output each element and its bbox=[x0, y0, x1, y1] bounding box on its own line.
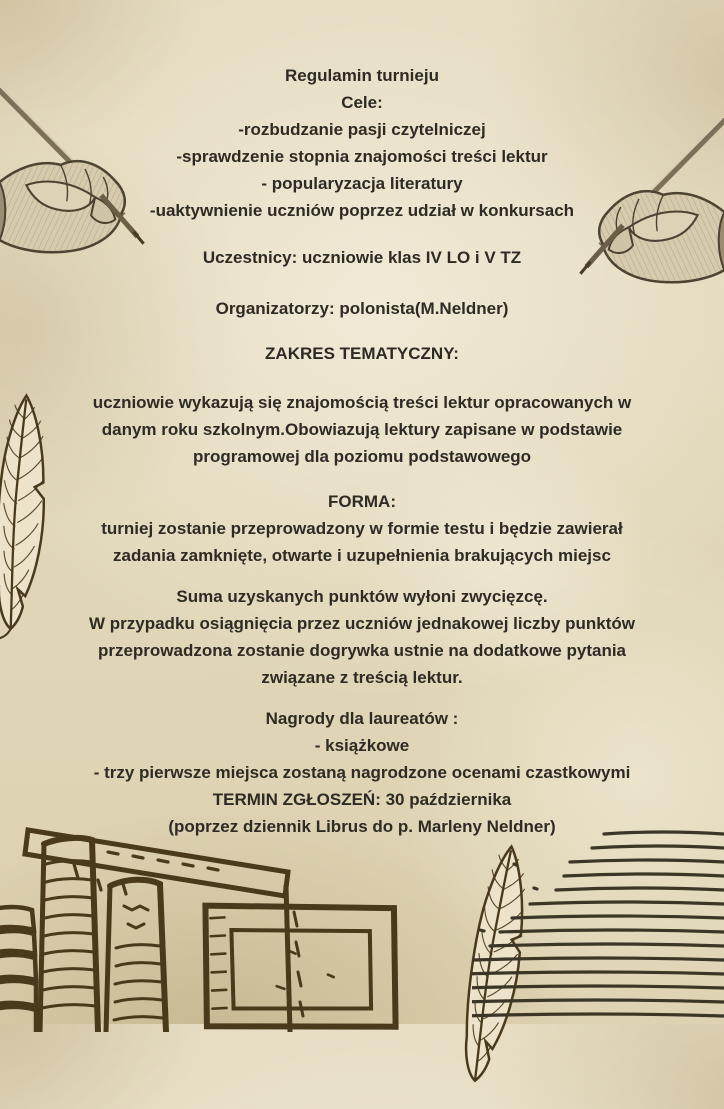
awards-heading: Nagrody dla laureatów : bbox=[265, 709, 459, 728]
goal-item: -rozbudzanie pasji czytelniczej bbox=[238, 120, 486, 139]
scope-paragraph bbox=[0, 389, 724, 470]
awards-item: - trzy pierwsze miejsca zostaną nagrodzone ocenami czastkowymi bbox=[93, 763, 631, 782]
scope-line: programowej dla poziomu podstawowego bbox=[192, 447, 532, 466]
scope-line: uczniowie wykazują się znajomością treści lektur opracowanych w bbox=[92, 393, 632, 412]
awards-paragraph bbox=[0, 705, 724, 840]
page-title: Regulamin turnieju bbox=[285, 66, 439, 85]
scoring-line: związane z treścią lektur. bbox=[261, 668, 463, 687]
participants-line: Uczestnicy: uczniowie klas IV LO i V TZ bbox=[202, 248, 522, 267]
scoring-line: przeprowadzona zostanie dogrywka ustnie na dodatkowe pytania bbox=[97, 641, 627, 660]
form-paragraph bbox=[0, 488, 724, 569]
form-line: zadania zamknięte, otwarte i uzupełnienia brakujących miejsc bbox=[113, 546, 611, 565]
awards-item: - książkowe bbox=[314, 736, 410, 755]
form-line: turniej zostanie przeprowadzony w formie testu i będzie zawierał bbox=[101, 519, 623, 538]
scope-heading: ZAKRES TEMATYCZNY: bbox=[265, 344, 459, 363]
goal-item: -sprawdzenie stopnia znajomości treści lektur bbox=[176, 147, 548, 166]
deadline-note: (poprzez dziennik Librus do p. Marleny Neldner) bbox=[168, 817, 556, 836]
scope-line: danym roku szkolnym.Obowiazują lektury zapisane w podstawie bbox=[101, 420, 623, 439]
goal-item: - popularyzacja literatury bbox=[261, 174, 463, 193]
goal-item: -uaktywnienie uczniów poprzez udział w konkursach bbox=[149, 201, 575, 220]
goals-heading: Cele: bbox=[341, 93, 383, 112]
form-heading: FORMA: bbox=[328, 492, 396, 511]
scoring-paragraph bbox=[0, 583, 724, 691]
deadline-line: TERMIN ZGŁOSZEŃ: 30 października bbox=[212, 790, 512, 809]
handwriting-lines-sketch bbox=[472, 828, 724, 1024]
books-sketch bbox=[0, 822, 418, 1032]
scoring-line: W przypadku osiągnięcia przez uczniów jednakowej liczby punktów bbox=[89, 614, 635, 633]
organizers-line: Organizatorzy: polonista(M.Neldner) bbox=[215, 299, 509, 318]
scoring-line: Suma uzyskanych punktów wyłoni zwycięzcę. bbox=[176, 587, 548, 606]
